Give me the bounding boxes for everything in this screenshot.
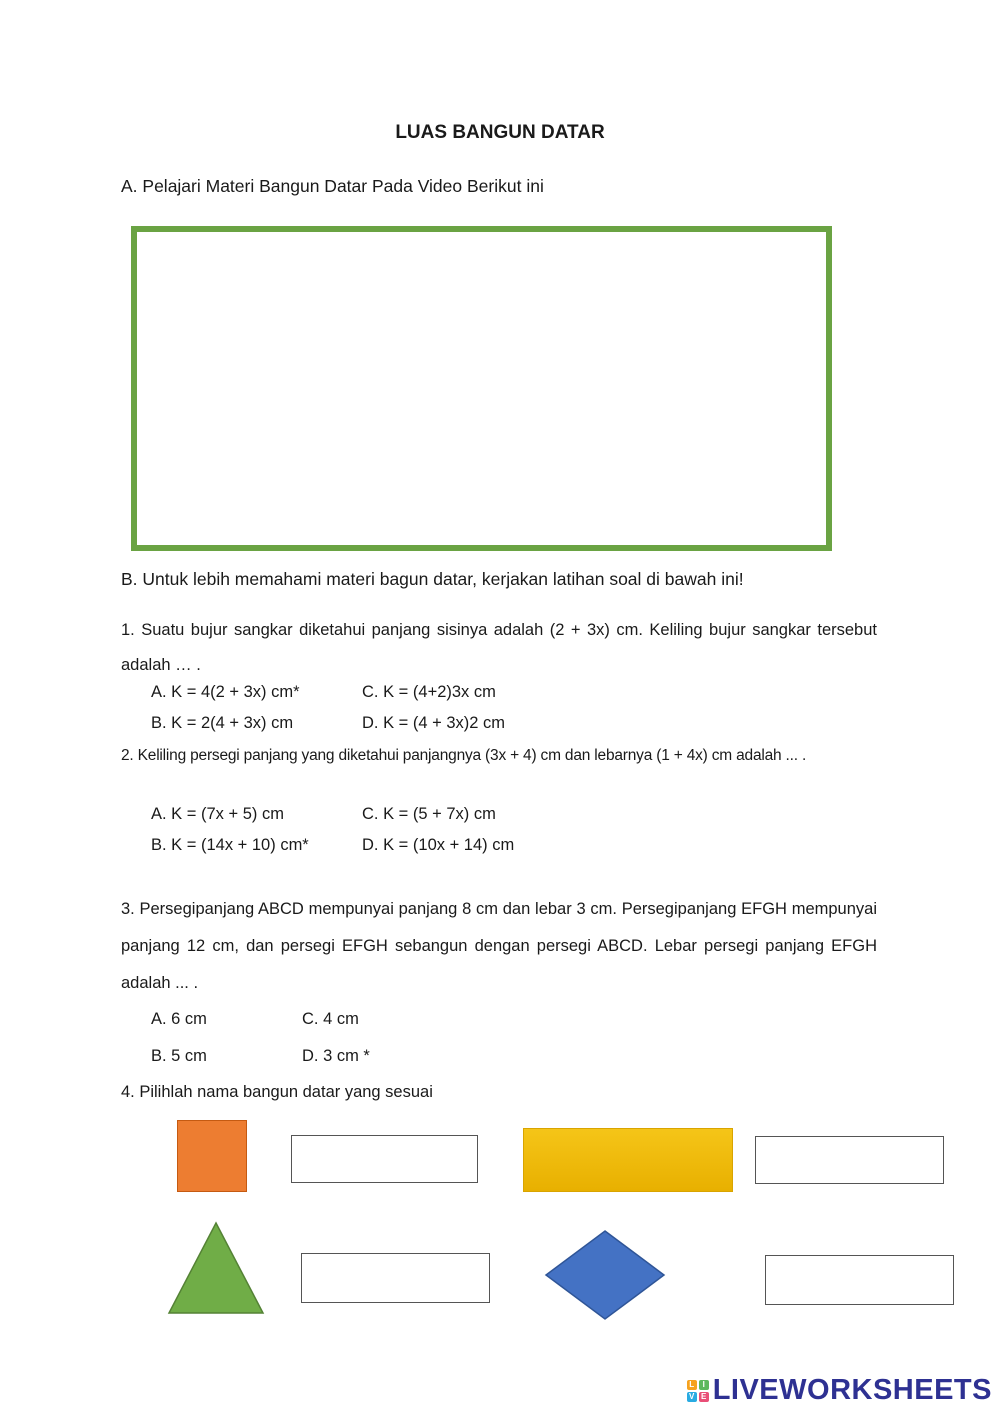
q2-option-a: A. K = (7x + 5) cm (151, 805, 284, 823)
square-shape (177, 1120, 247, 1192)
question-2-text: 2. Keliling persegi panjang yang diketahui panjangnya (3x + 4) cm dan lebarnya (1 + 4x) cm adalah ... . (121, 747, 807, 764)
q3-option-a: A. 6 cm (151, 1010, 207, 1028)
rhombus-answer-input[interactable] (765, 1255, 954, 1305)
triangle-shape (167, 1221, 265, 1315)
page-title: LUAS BANGUN DATAR (395, 122, 605, 143)
q3-option-c: C. 4 cm (302, 1010, 359, 1028)
q2-option-d: D. K = (10x + 14) cm (362, 836, 515, 854)
q3-option-b: B. 5 cm (151, 1047, 207, 1065)
question-3-text: 3. Persegipanjang ABCD mempunyai panjang 8 cm dan lebar 3 cm. Persegipanjang EFGH mempunyai panjang 12 cm, dan persegi EFGH sebangun dengan persegi ABCD. Lebar persegi panjang EFGH adalah ... . (121, 900, 877, 992)
liveworksheets-logo (687, 1374, 992, 1407)
rectangle-shape (523, 1128, 733, 1192)
q3-option-d: D. 3 cm * (302, 1047, 370, 1065)
rhombus-shape (543, 1229, 667, 1321)
question-1-text: 1. Suatu bujur sangkar diketahui panjang sisinya adalah (2 + 3x) cm. Keliling bujur sangkar tersebut adalah … . (121, 621, 877, 674)
q2-option-b: B. K = (14x + 10) cm* (151, 836, 309, 854)
square-answer-input[interactable] (291, 1135, 478, 1183)
logo-text: LIVEWORKSHEETS (712, 1374, 992, 1406)
logo-grid-icon: L I V E (687, 1380, 709, 1402)
section-b-heading: B. Untuk lebih memahami materi bagun datar, kerjakan latihan soal di bawah ini! (121, 569, 744, 589)
rectangle-answer-input[interactable] (755, 1136, 944, 1184)
q2-option-c: C. K = (5 + 7x) cm (362, 805, 496, 823)
section-a-heading: A. Pelajari Materi Bangun Datar Pada Video Berikut ini (121, 176, 544, 196)
q1-option-d: D. K = (4 + 3x)2 cm (362, 714, 506, 732)
q1-option-c: C. K = (4+2)3x cm (362, 683, 496, 701)
q1-option-a: A. K = 4(2 + 3x) cm* (151, 683, 300, 701)
triangle-answer-input[interactable] (301, 1253, 490, 1303)
question-4-text: 4. Pilihlah nama bangun datar yang sesuai (121, 1083, 433, 1101)
q1-option-b: B. K = 2(4 + 3x) cm (151, 714, 294, 732)
video-frame[interactable] (131, 226, 832, 551)
